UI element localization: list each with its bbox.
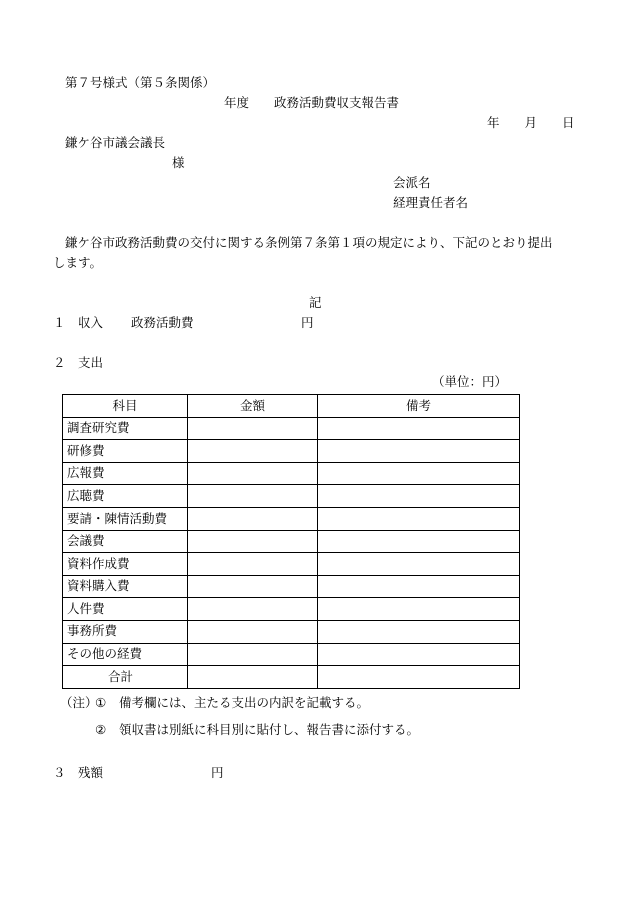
row-label: その他の経費 [63, 643, 188, 666]
table-row [63, 462, 520, 485]
amount-cell[interactable] [188, 440, 318, 463]
row-label: 広聴費 [63, 485, 188, 508]
remarks-cell[interactable] [318, 643, 520, 666]
balance-unit: 円 [211, 765, 224, 780]
total-amount-cell[interactable] [188, 666, 318, 689]
remarks-cell[interactable] [318, 598, 520, 621]
expenditure-table [62, 394, 520, 689]
income-unit: 円 [301, 315, 314, 330]
row-label: 研修費 [63, 440, 188, 463]
table-row [63, 530, 520, 553]
table-row [63, 643, 520, 666]
income-heading: １ 収入 [53, 315, 104, 330]
remarks-cell[interactable] [318, 575, 520, 598]
column-header-item: 科目 [63, 395, 188, 418]
row-label: 資料購入費 [63, 575, 188, 598]
table-row [63, 575, 520, 598]
amount-cell[interactable] [188, 507, 318, 530]
remarks-cell[interactable] [318, 553, 520, 576]
total-row [63, 666, 520, 689]
remarks-cell[interactable] [318, 440, 520, 463]
remarks-cell[interactable] [318, 462, 520, 485]
expenditure-heading: ２ 支出 [53, 355, 104, 370]
note-prefix: （注） [60, 695, 98, 710]
table-row [63, 417, 520, 440]
amount-cell[interactable] [188, 575, 318, 598]
table-row [63, 598, 520, 621]
note-text-2: 領収書は別紙に科目別に貼付し、報告書に添付する。 [119, 722, 420, 737]
remarks-cell[interactable] [318, 530, 520, 553]
form-number: 第７号様式（第５条関係） [65, 75, 216, 90]
row-label: 事務所費 [63, 620, 188, 643]
amount-cell[interactable] [188, 462, 318, 485]
table-row [63, 440, 520, 463]
row-label: 会議費 [63, 530, 188, 553]
remarks-cell[interactable] [318, 417, 520, 440]
note-text-1: 備考欄には、主たる支出の内訳を記載する。 [119, 695, 370, 710]
balance-heading: ３ 残額 [53, 765, 104, 780]
table-row [63, 507, 520, 530]
table-row [63, 553, 520, 576]
remarks-cell[interactable] [318, 507, 520, 530]
honorific: 様 [172, 155, 185, 170]
table-header-row [63, 395, 520, 418]
statement-line-1: 鎌ケ谷市政務活動費の交付に関する条例第７条第１項の規定により、下記のとおり提出 [65, 235, 553, 250]
date-line: 年 月 日 [487, 115, 575, 130]
amount-cell[interactable] [188, 620, 318, 643]
remarks-cell[interactable] [318, 620, 520, 643]
column-header-remarks: 備考 [318, 395, 520, 418]
income-item: 政務活動費 [131, 315, 194, 330]
row-label: 資料作成費 [63, 553, 188, 576]
remarks-cell[interactable] [318, 485, 520, 508]
table-row [63, 485, 520, 508]
note-mark-2: ② [95, 722, 107, 737]
amount-cell[interactable] [188, 553, 318, 576]
column-header-amount: 金額 [188, 395, 318, 418]
ki-mark: 記 [309, 295, 322, 310]
statement-line-2: します。 [53, 255, 103, 270]
note-mark-1: ① [95, 695, 107, 710]
table-row [63, 620, 520, 643]
unit-note: （単位：円） [432, 374, 508, 389]
amount-cell[interactable] [188, 417, 318, 440]
faction-label: 会派名 [393, 175, 431, 190]
amount-cell[interactable] [188, 598, 318, 621]
amount-cell[interactable] [188, 485, 318, 508]
row-label: 広報費 [63, 462, 188, 485]
amount-cell[interactable] [188, 530, 318, 553]
row-label: 人件費 [63, 598, 188, 621]
report-title: 年度 政務活動費収支報告書 [224, 95, 400, 110]
total-remarks-cell[interactable] [318, 666, 520, 689]
row-label: 要請・陳情活動費 [63, 507, 188, 530]
amount-cell[interactable] [188, 643, 318, 666]
addressee: 鎌ケ谷市議会議長 [65, 135, 166, 150]
accounting-officer-label: 経理責任者名 [393, 195, 469, 210]
row-label: 調査研究費 [63, 417, 188, 440]
total-label: 合計 [63, 666, 188, 689]
